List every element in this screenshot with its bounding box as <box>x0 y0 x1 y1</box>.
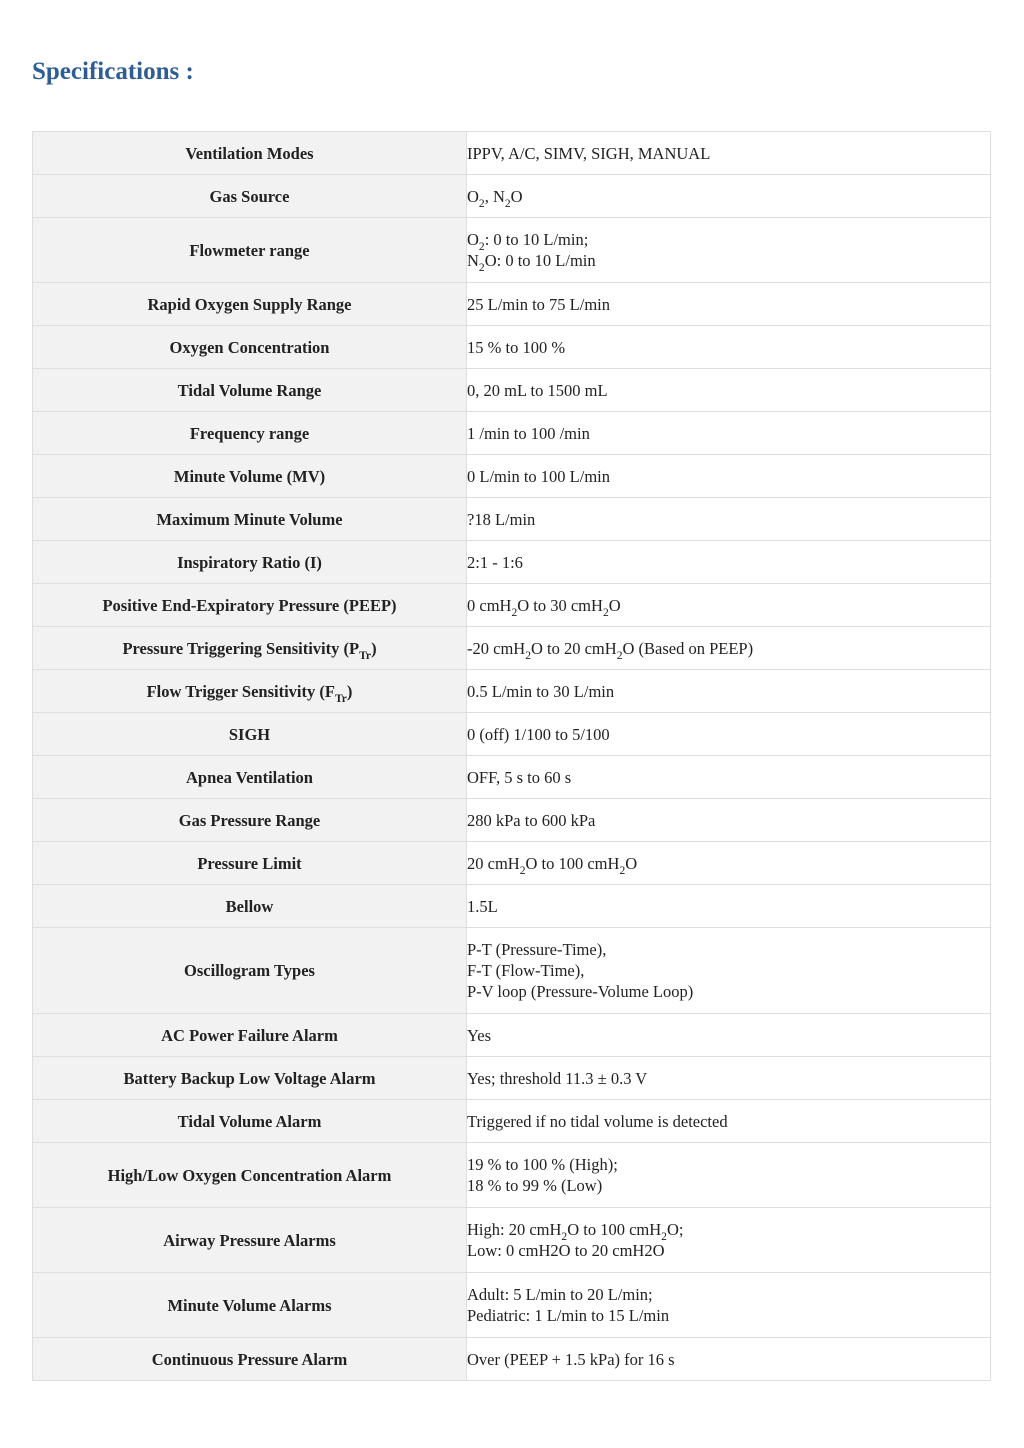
spec-label: Apnea Ventilation <box>33 756 467 799</box>
spec-label: Minute Volume (MV) <box>33 455 467 498</box>
table-row <box>33 670 991 713</box>
spec-label: Flow Trigger Sensitivity $(F_{Tr})$ <box>33 670 467 713</box>
table-row <box>33 928 991 1014</box>
table-row <box>33 369 991 412</box>
table-row <box>33 885 991 928</box>
spec-value: 19 % to 100 % (High); 18 % to 99 % (Low) <box>467 1143 991 1208</box>
spec-label: Flowmeter range <box>33 218 467 283</box>
spec-label: Tidal Volume Alarm <box>33 1100 467 1143</box>
spec-value: -20 cmH$_2$O to 20 cmH$_2$O (Based on PEEP) <box>467 627 991 670</box>
spec-label: Oscillogram Types <box>33 928 467 1014</box>
spec-value: Over (PEEP + 1.5 kPa) for 16 s <box>467 1338 991 1381</box>
spec-value: Yes; threshold 11.3 ± 0.3 V <box>467 1057 991 1100</box>
table-row <box>33 627 991 670</box>
spec-label: Pressure Limit <box>33 842 467 885</box>
table-row <box>33 584 991 627</box>
spec-label: Frequency range <box>33 412 467 455</box>
spec-value: P-T (Pressure-Time), F-T (Flow-Time), P-V loop (Pressure-Volume Loop) <box>467 928 991 1014</box>
spec-label: High/Low Oxygen Concentration Alarm <box>33 1143 467 1208</box>
specifications-table <box>32 131 991 1381</box>
spec-value: OFF, 5 s to 60 s <box>467 756 991 799</box>
spec-value: 1.5L <box>467 885 991 928</box>
spec-label: Gas Pressure Range <box>33 799 467 842</box>
table-row <box>33 541 991 584</box>
spec-label: AC Power Failure Alarm <box>33 1014 467 1057</box>
table-row <box>33 412 991 455</box>
spec-value: 0, 20 mL to 1500 mL <box>467 369 991 412</box>
table-row <box>33 498 991 541</box>
table-row <box>33 1014 991 1057</box>
table-row <box>33 1273 991 1338</box>
spec-value: Yes <box>467 1014 991 1057</box>
spec-value: $O_2$: 0 to 10 L/min; $N_2O$: 0 to 10 L/min <box>467 218 991 283</box>
spec-label: Oxygen Concentration <box>33 326 467 369</box>
spec-value: $O_2$, $N_2O$ <box>467 175 991 218</box>
spec-value: 25 L/min to 75 L/min <box>467 283 991 326</box>
page-title: Specifications : <box>32 58 194 85</box>
spec-value: 15 % to 100 % <box>467 326 991 369</box>
table-row <box>33 455 991 498</box>
spec-label: SIGH <box>33 713 467 756</box>
spec-value: ?18 L/min <box>467 498 991 541</box>
table-row <box>33 1208 991 1273</box>
spec-value: IPPV, A/C, SIMV, SIGH, MANUAL <box>467 132 991 175</box>
table-row <box>33 799 991 842</box>
spec-value: 1 /min to 100 /min <box>467 412 991 455</box>
spec-label: Gas Source <box>33 175 467 218</box>
table-row <box>33 842 991 885</box>
spec-value: High: 20 cmH$_2$O to 100 cmH$_2$O; Low: 0 cmH2O to 20 cmH2O <box>467 1208 991 1273</box>
table-row <box>33 1100 991 1143</box>
spec-label: Minute Volume Alarms <box>33 1273 467 1338</box>
spec-value: 280 kPa to 600 kPa <box>467 799 991 842</box>
spec-value: Adult: 5 L/min to 20 L/min; Pediatric: 1 L/min to 15 L/min <box>467 1273 991 1338</box>
spec-label: Maximum Minute Volume <box>33 498 467 541</box>
spec-label: Continuous Pressure Alarm <box>33 1338 467 1381</box>
spec-label: Rapid Oxygen Supply Range <box>33 283 467 326</box>
spec-label: Pressure Triggering Sensitivity $(P_{Tr})$ <box>33 627 467 670</box>
spec-value: Triggered if no tidal volume is detected <box>467 1100 991 1143</box>
table-row <box>33 326 991 369</box>
spec-value: 0 cmH$_2$O to 30 cmH$_2$O <box>467 584 991 627</box>
spec-value: 20 cmH$_2$O to 100 cmH$_2$O <box>467 842 991 885</box>
spec-label: Battery Backup Low Voltage Alarm <box>33 1057 467 1100</box>
table-row <box>33 1338 991 1381</box>
table-row <box>33 132 991 175</box>
table-row <box>33 175 991 218</box>
table-row <box>33 756 991 799</box>
spec-label: Bellow <box>33 885 467 928</box>
table-row <box>33 1143 991 1208</box>
spec-label: Positive End-Expiratory Pressure (PEEP) <box>33 584 467 627</box>
spec-value: 2:1 - 1:6 <box>467 541 991 584</box>
table-row <box>33 283 991 326</box>
spec-label: Inspiratory Ratio (I) <box>33 541 467 584</box>
spec-value: 0 (off) 1/100 to 5/100 <box>467 713 991 756</box>
spec-label: Airway Pressure Alarms <box>33 1208 467 1273</box>
spec-value: 0 L/min to 100 L/min <box>467 455 991 498</box>
table-row <box>33 1057 991 1100</box>
spec-label: Tidal Volume Range <box>33 369 467 412</box>
table-row <box>33 218 991 283</box>
spec-value: 0.5 L/min to 30 L/min <box>467 670 991 713</box>
table-row <box>33 713 991 756</box>
spec-label: Ventilation Modes <box>33 132 467 175</box>
